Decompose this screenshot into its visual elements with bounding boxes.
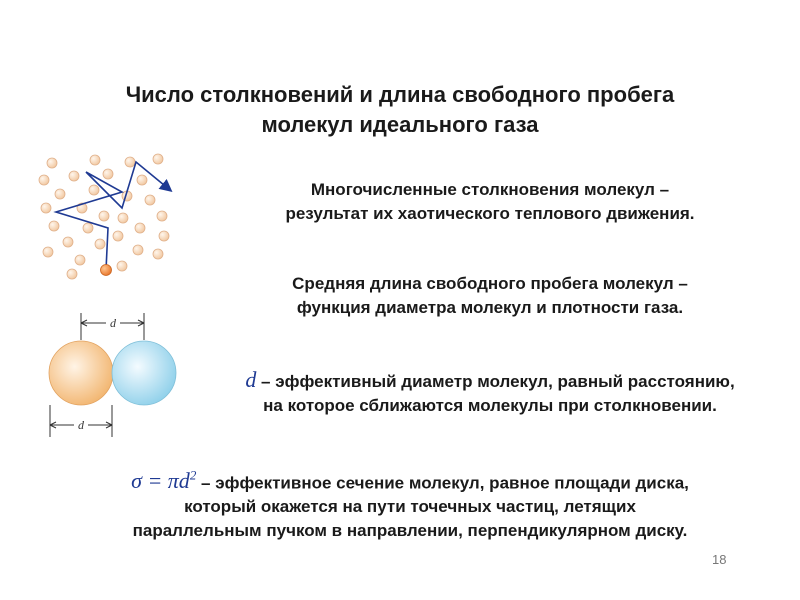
cross-section-formula: $\sigma = \pi d^2$	[131, 468, 197, 494]
diameter-symbol: d	[245, 367, 257, 392]
dimension-label-top: d	[110, 316, 116, 330]
para4-line-1: – эффективное сечение молекул, равное площади диска,	[196, 473, 689, 493]
effective-diameter-diagram	[40, 305, 190, 445]
paragraph-cross-section	[60, 464, 760, 543]
para4-line-2: который окажется на пути точечных частиц, летящих	[184, 497, 636, 517]
gas-collision-diagram	[30, 150, 220, 290]
title-line-1: Число столкновений и длина свободного пробега	[125, 82, 675, 107]
page-number: 18	[712, 552, 727, 567]
title-line-2: молекул идеального газа	[261, 112, 539, 137]
para2-line-1: Средняя длина свободного пробега молекул –	[292, 274, 688, 293]
paragraph-mean-free-path	[220, 272, 760, 320]
para4-line-3: параллельным пучком в направлении, перпендикулярном диску.	[132, 521, 688, 541]
para3-line-2: на которое сближаются молекулы при столкновении.	[263, 396, 717, 415]
left-molecule-sphere	[49, 341, 113, 405]
para1-line-2: результат их хаотического теплового движения.	[285, 204, 695, 223]
slide-title	[60, 80, 740, 140]
para3-line-1: – эффективный диаметр молекул, равный расстоянию,	[256, 372, 735, 391]
right-molecule-sphere	[112, 341, 176, 405]
dimension-label-bottom: d	[78, 418, 84, 432]
paragraph-collisions	[220, 178, 760, 226]
para1-line-1: Многочисленные столкновения молекул –	[310, 180, 670, 199]
tracked-molecule	[101, 265, 112, 276]
paragraph-effective-diameter	[190, 368, 790, 418]
para2-line-2: функция диаметра молекул и плотности газа.	[296, 298, 684, 317]
